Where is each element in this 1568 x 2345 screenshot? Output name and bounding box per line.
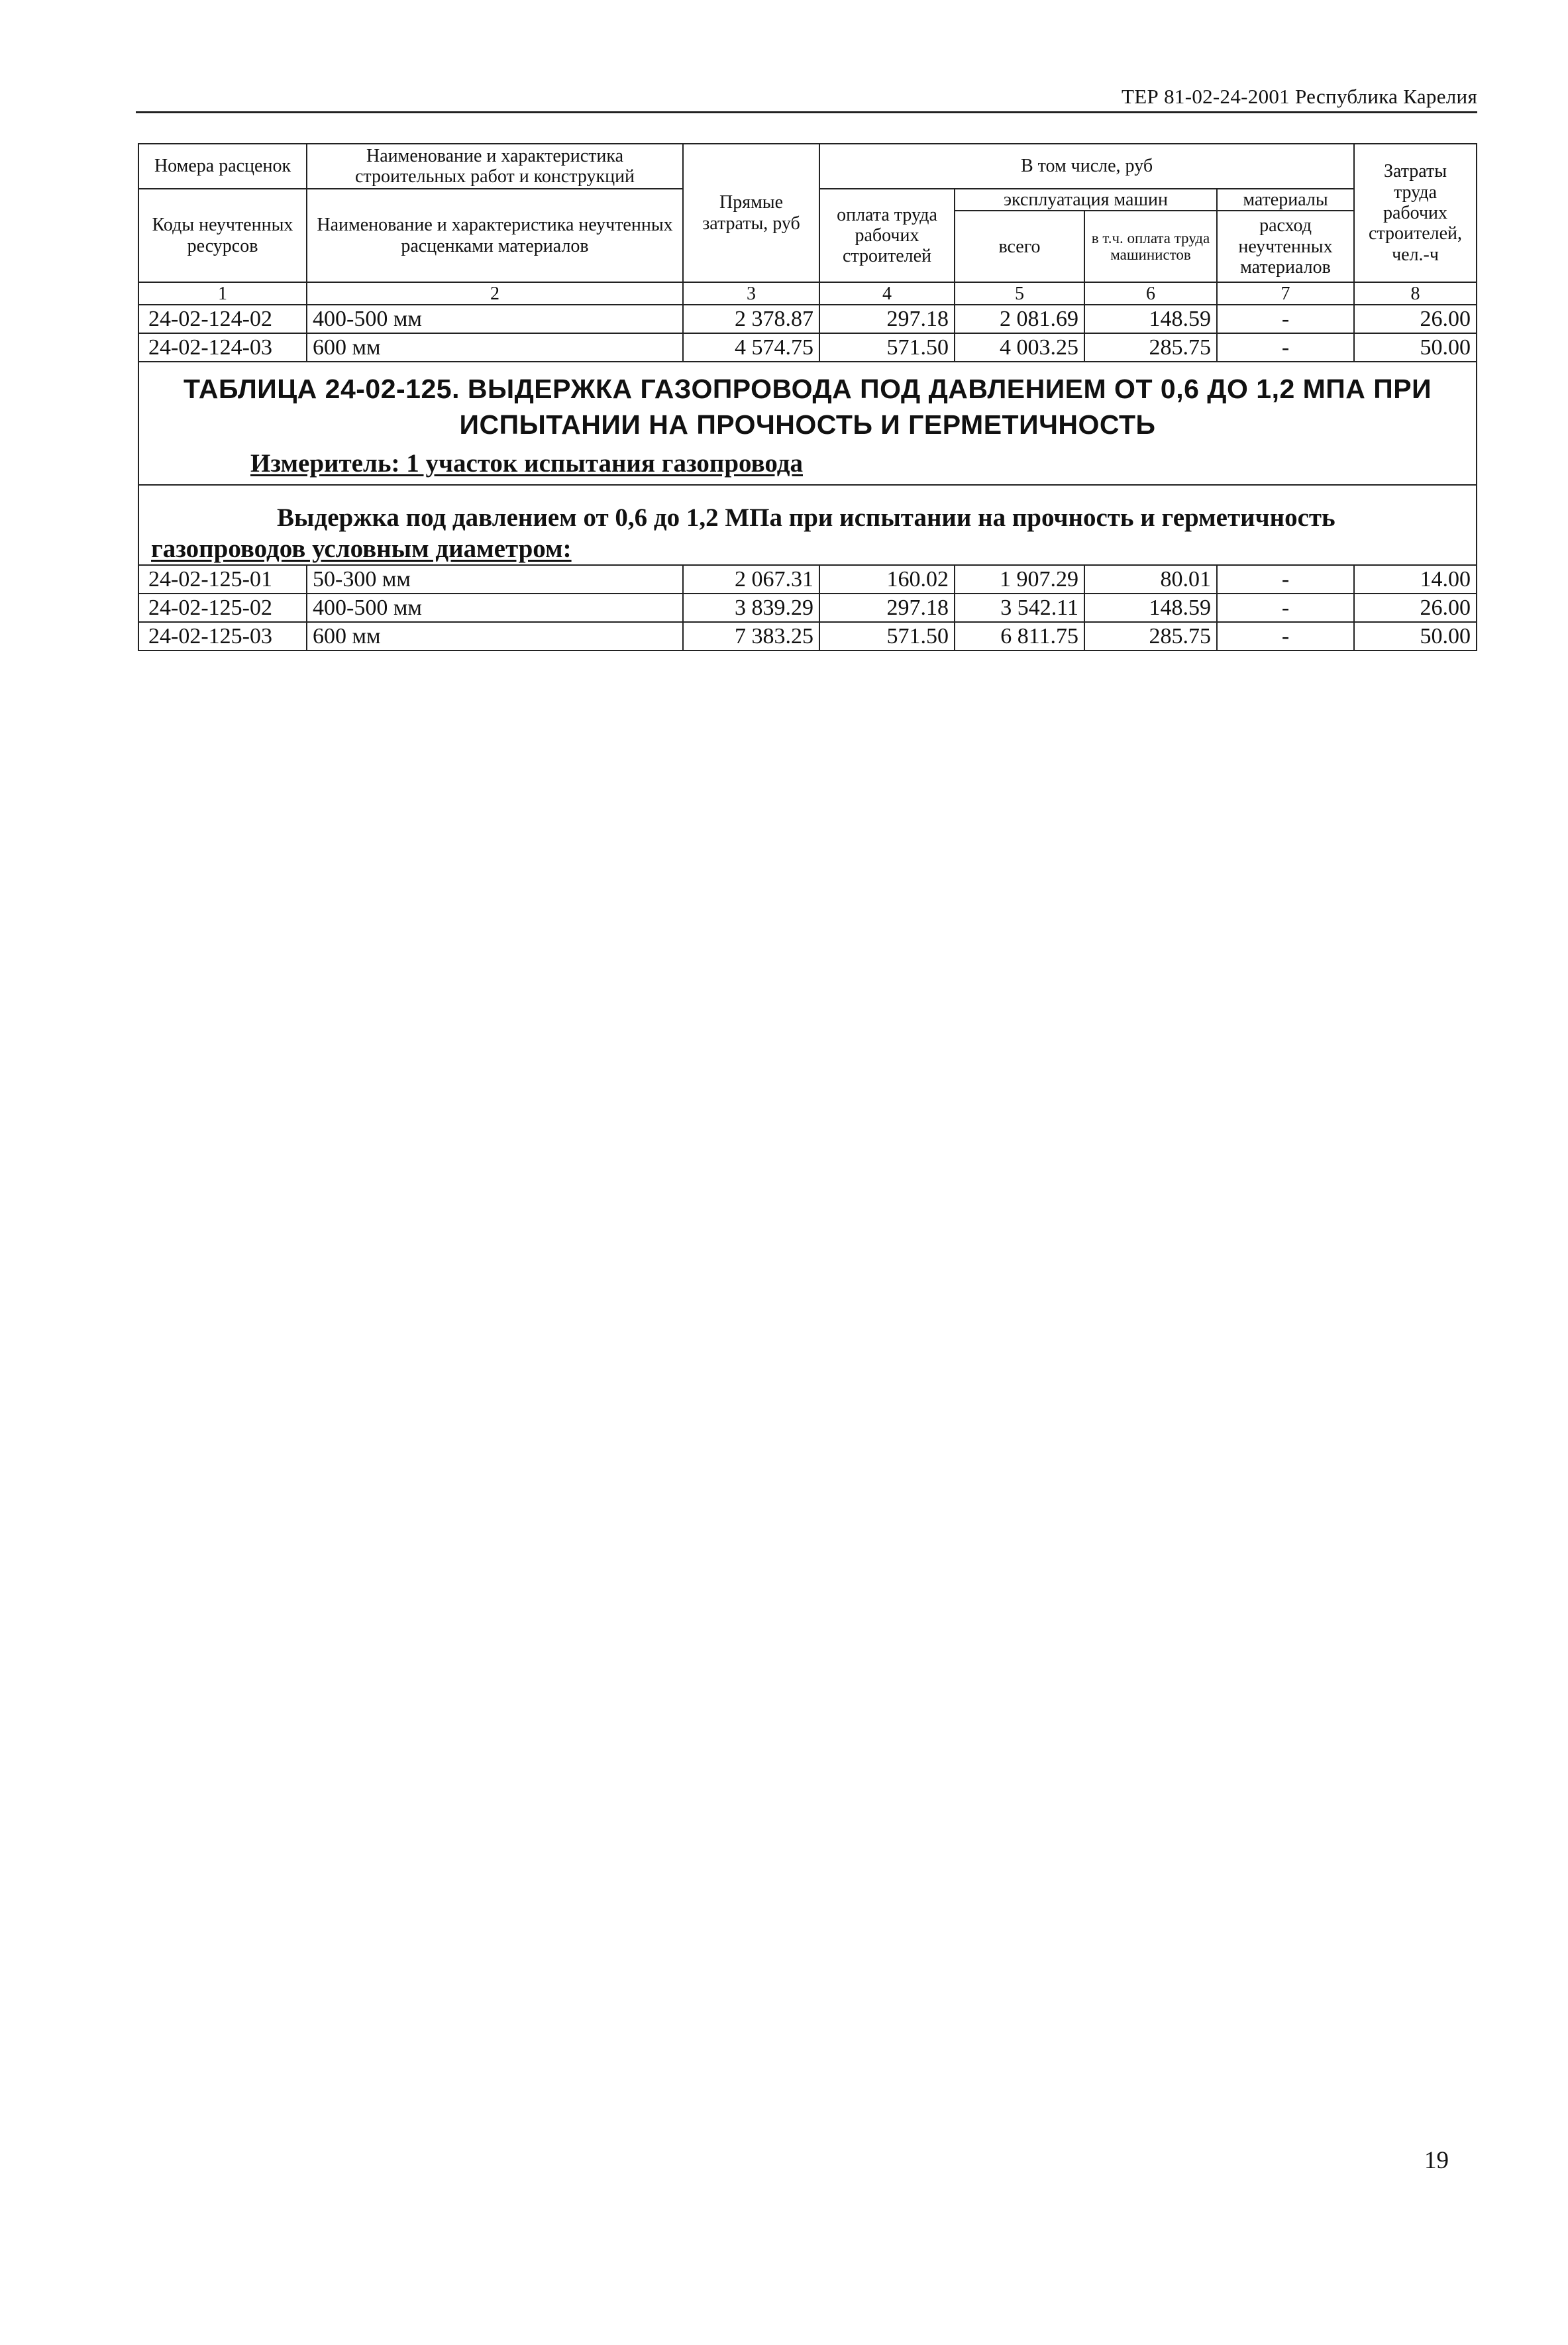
- labor-hours: 50.00: [1354, 622, 1477, 651]
- machines-total: 2 081.69: [955, 305, 1084, 333]
- rate-name: 600 мм: [307, 622, 683, 651]
- subsection-cell: [138, 485, 1477, 566]
- machinist-wage: 285.75: [1084, 622, 1217, 651]
- labor-hours: 26.00: [1354, 305, 1477, 333]
- labor-hours: 14.00: [1354, 565, 1477, 594]
- col6-header: в т.ч. оплата труда машинистов: [1084, 211, 1217, 282]
- rate-name: 400-500 мм: [307, 305, 683, 333]
- column-number: 1: [138, 282, 307, 305]
- column-number: 4: [819, 282, 955, 305]
- machinist-wage: 285.75: [1084, 333, 1217, 362]
- col3-header: Прямые затраты, руб: [683, 144, 819, 282]
- machines-total: 6 811.75: [955, 622, 1084, 651]
- direct-cost: 4 574.75: [683, 333, 819, 362]
- worker-wage: 297.18: [819, 305, 955, 333]
- table-row: [138, 565, 1477, 594]
- rate-name: 50-300 мм: [307, 565, 683, 594]
- worker-wage: 160.02: [819, 565, 955, 594]
- direct-cost: 2 067.31: [683, 565, 819, 594]
- rate-name: 400-500 мм: [307, 594, 683, 622]
- column-numbers-row: [138, 282, 1477, 305]
- machines-total: 3 542.11: [955, 594, 1084, 622]
- labor-hours: 26.00: [1354, 594, 1477, 622]
- unaccounted-materials: -: [1217, 565, 1354, 594]
- rate-code: 24-02-125-03: [138, 622, 307, 651]
- column-number: 8: [1354, 282, 1477, 305]
- materials-group-header: материалы: [1217, 189, 1354, 211]
- direct-cost: 7 383.25: [683, 622, 819, 651]
- column-number: 6: [1084, 282, 1217, 305]
- machinist-wage: 148.59: [1084, 594, 1217, 622]
- unaccounted-materials: -: [1217, 305, 1354, 333]
- subsection-row: [138, 485, 1477, 566]
- column-number: 3: [683, 282, 819, 305]
- direct-cost: 2 378.87: [683, 305, 819, 333]
- rate-code: 24-02-124-03: [138, 333, 307, 362]
- unaccounted-materials: -: [1217, 594, 1354, 622]
- table-row: [138, 305, 1477, 333]
- labor-hours: 50.00: [1354, 333, 1477, 362]
- table-row: [138, 594, 1477, 622]
- rate-code: 24-02-125-01: [138, 565, 307, 594]
- rate-code: 24-02-124-02: [138, 305, 307, 333]
- col1-bottom-header: Коды неучтенных ресурсов: [138, 189, 307, 282]
- col4-header: оплата труда рабочих строителей: [819, 189, 955, 282]
- section-title: ТАБЛИЦА 24-02-125. ВЫДЕРЖКА ГАЗОПРОВОДА ПОД ДАВЛЕНИЕМ ОТ 0,6 ДО 1,2 МПА ПРИ ИСПЫТАНИИ НА ПРОЧНОСТЬ И ГЕРМЕТИЧНОСТЬ: [183, 374, 1432, 440]
- col1-top-header: Номера расценок: [138, 144, 307, 189]
- table-row: [138, 622, 1477, 651]
- col5-header: всего: [955, 211, 1084, 282]
- running-header: ТЕР 81-02-24-2001 Республика Карелия: [1122, 85, 1477, 108]
- col2-top-header: Наименование и характеристика строительных работ и конструкций: [307, 144, 683, 189]
- column-number: 7: [1217, 282, 1354, 305]
- machines-total: 4 003.25: [955, 333, 1084, 362]
- machinist-wage: 80.01: [1084, 565, 1217, 594]
- worker-wage: 571.50: [819, 622, 955, 651]
- worker-wage: 571.50: [819, 333, 955, 362]
- rate-code: 24-02-125-02: [138, 594, 307, 622]
- rate-name: 600 мм: [307, 333, 683, 362]
- machines-total: 1 907.29: [955, 565, 1084, 594]
- section-unit-text: Измеритель: 1 участок испытания газопровода: [250, 448, 803, 478]
- section-unit: [250, 449, 1464, 479]
- including-group-header: В том числе, руб: [819, 144, 1354, 189]
- machines-group-header: эксплуатация машин: [955, 189, 1217, 211]
- column-number: 5: [955, 282, 1084, 305]
- machinist-wage: 148.59: [1084, 305, 1217, 333]
- section-cell: [138, 362, 1477, 484]
- worker-wage: 297.18: [819, 594, 955, 622]
- unaccounted-materials: -: [1217, 622, 1354, 651]
- rates-table: [138, 143, 1477, 651]
- column-number: 2: [307, 282, 683, 305]
- header-rule: [136, 111, 1477, 113]
- table-header: [138, 144, 1477, 305]
- col8-header: Затраты труда рабочих строителей, чел.-ч: [1354, 144, 1477, 282]
- section-row: [138, 362, 1477, 484]
- unaccounted-materials: -: [1217, 333, 1354, 362]
- col2-bottom-header: Наименование и характеристика неучтенных расценками материалов: [307, 189, 683, 282]
- subsection-title-line1: Выдержка под давлением от 0,6 до 1,2 МПа при испытании на прочность и герметичность: [277, 503, 1335, 532]
- subsection-title: [151, 503, 1464, 565]
- subsection-title-line2: газопроводов условным диаметром:: [151, 534, 572, 563]
- col7-header: расход неучтенных материалов: [1217, 211, 1354, 282]
- page-number: 19: [1424, 2147, 1449, 2174]
- direct-cost: 3 839.29: [683, 594, 819, 622]
- table-row: [138, 333, 1477, 362]
